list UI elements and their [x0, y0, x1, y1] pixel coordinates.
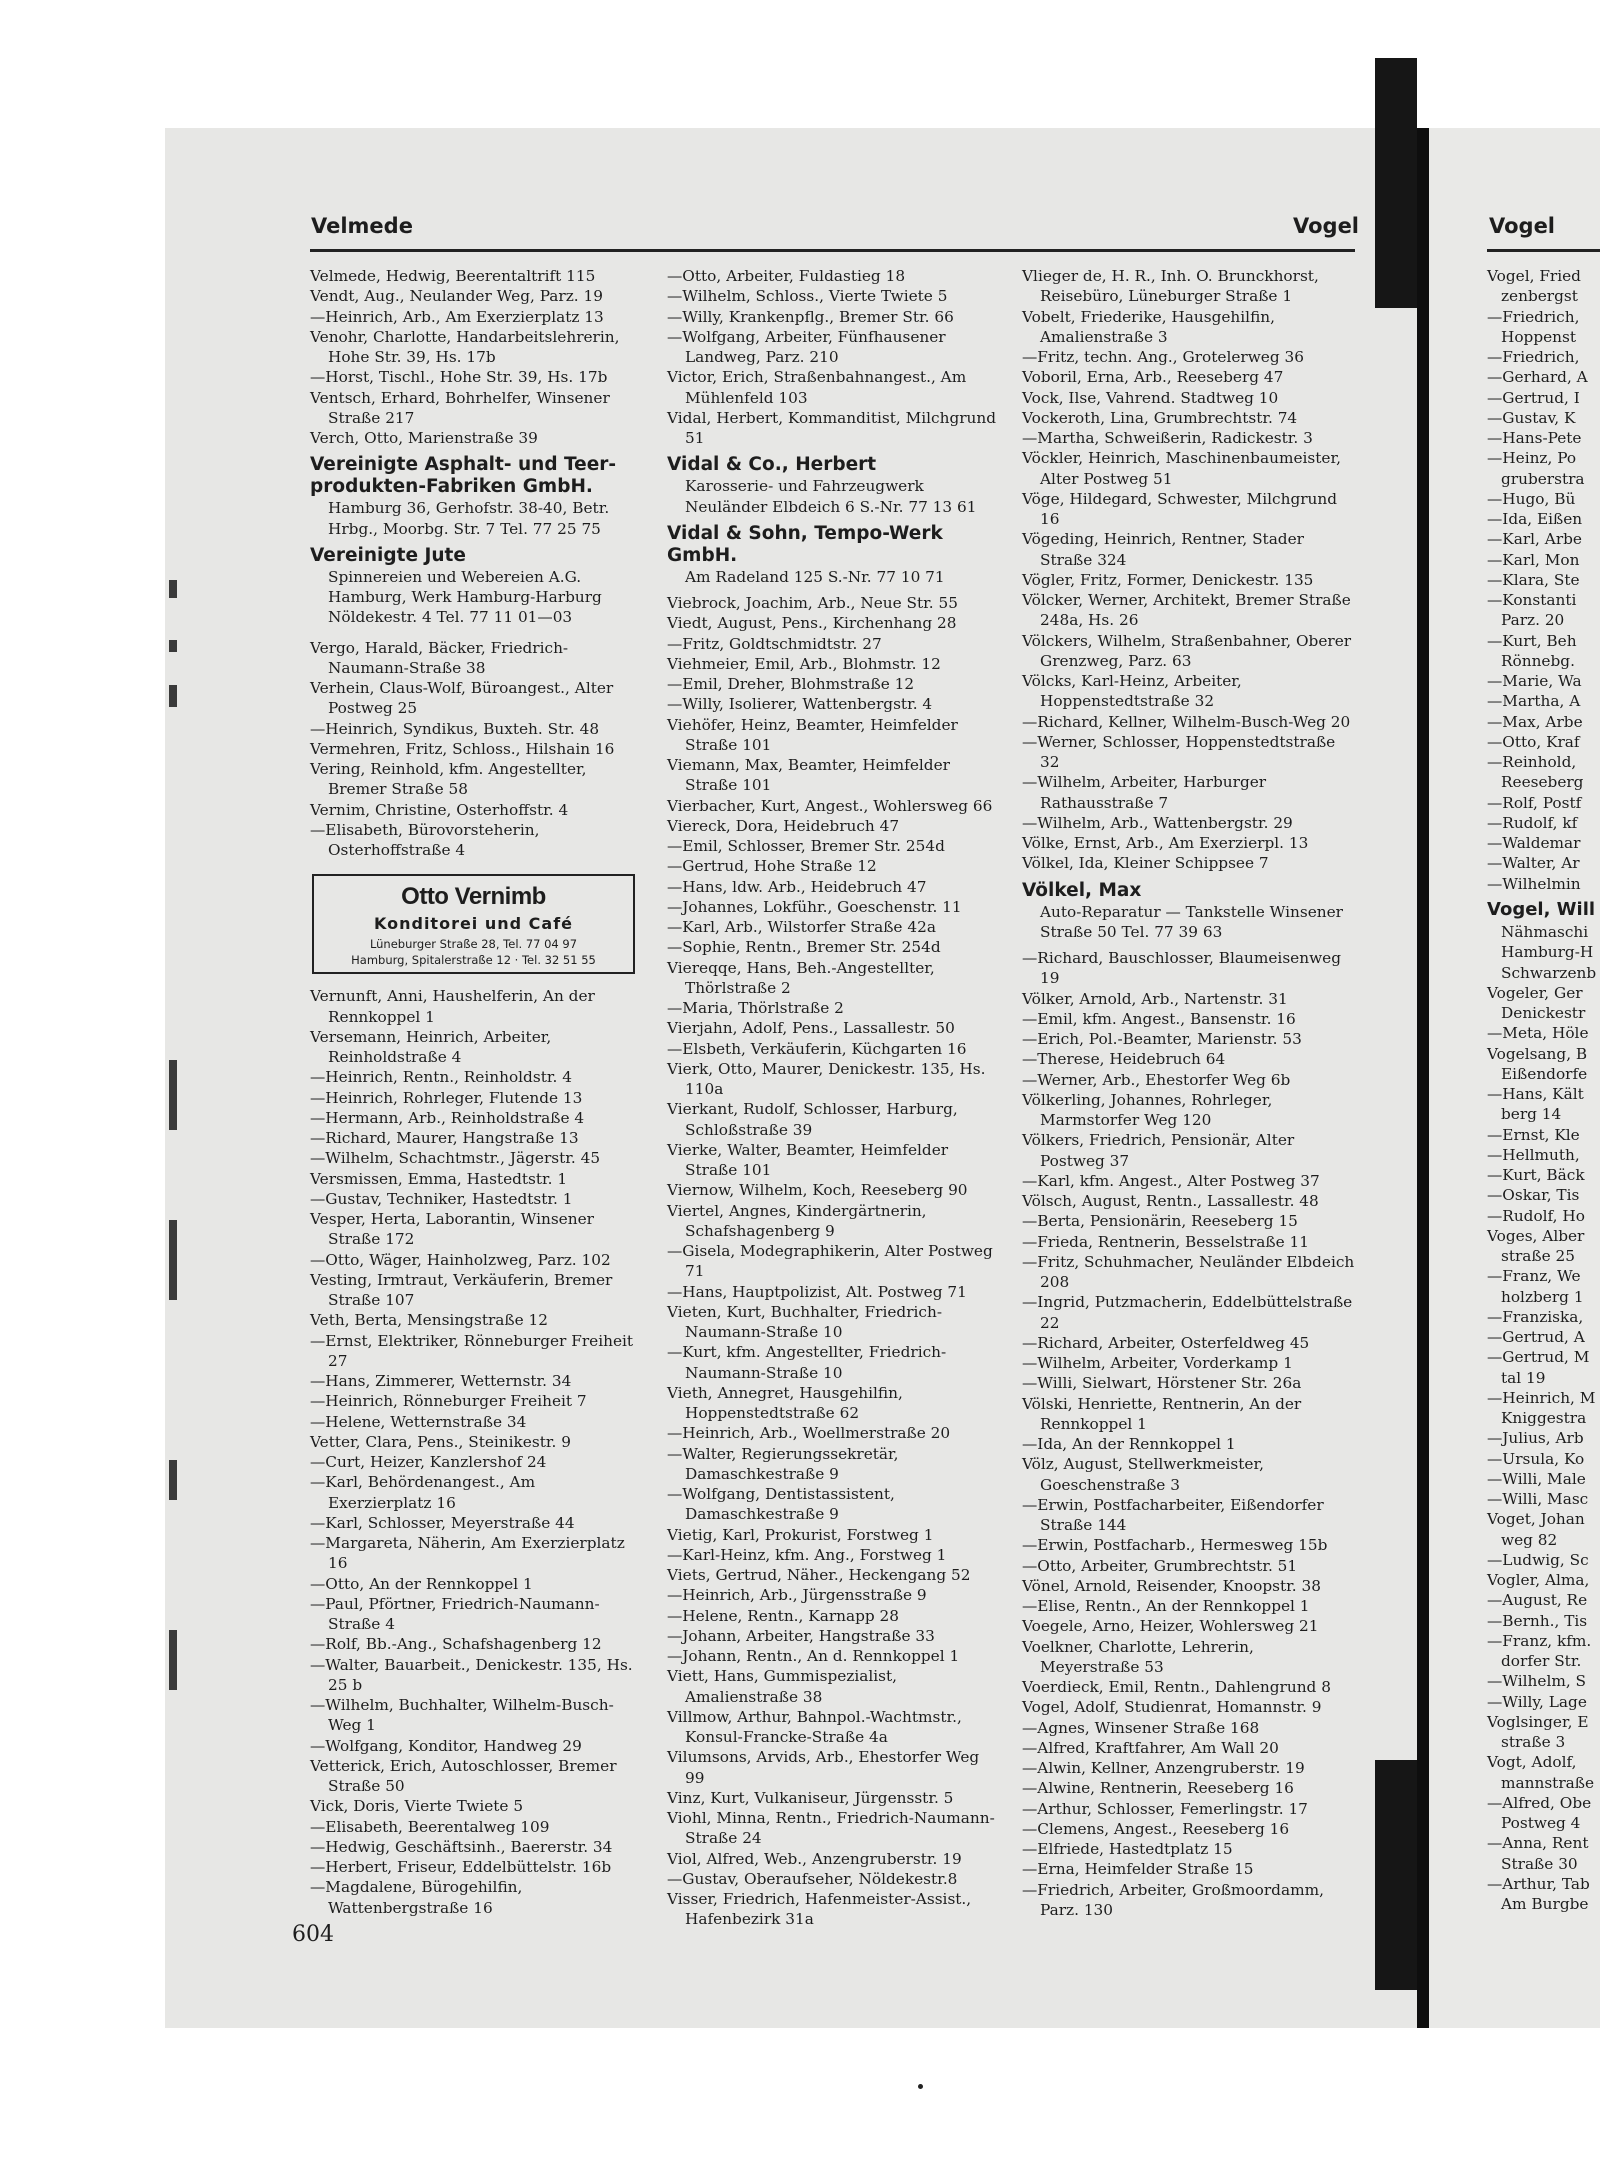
next-page-line: Vogeler, Ger: [1487, 983, 1583, 1002]
directory-entry: Viehöfer, Heinz, Beamter, Heimfelder Straße 101: [667, 715, 958, 754]
next-page-line: Eißendorfe: [1501, 1064, 1588, 1083]
directory-entry: Vernunft, Anni, Haushelferin, An der Rennkoppel 1: [310, 987, 595, 1026]
directory-entry: —Alwin, Kellner, Anzengruberstr. 19: [1022, 1759, 1305, 1777]
directory-entry: Versmissen, Emma, Hastedtstr. 1: [310, 1169, 568, 1188]
directory-entry: Völker, Arnold, Arb., Nartenstr. 31: [1022, 989, 1288, 1008]
directory-entry: Vierjahn, Adolf, Pens., Lassallestr. 50: [667, 1019, 955, 1038]
directory-entry: —Erna, Heimfelder Straße 15: [1022, 1860, 1254, 1879]
directory-entry: —Werner, Arb., Ehestorfer Weg 6b: [1022, 1070, 1291, 1089]
directory-entry: —Willy, Krankenpflg., Bremer Str. 66: [667, 307, 954, 326]
directory-entry: Viol, Alfred, Web., Anzengruberstr. 19: [667, 1849, 962, 1868]
next-page-line: —Franz, kfm.: [1487, 1631, 1592, 1650]
directory-entry: —Elisabeth, Beerentalweg 109: [310, 1817, 550, 1836]
directory-entry: —Gisela, Modegraphikerin, Alter Postweg 71: [667, 1242, 993, 1281]
next-page-line: —Willi, Male: [1487, 1469, 1586, 1488]
running-head-left: Velmede: [311, 214, 413, 238]
next-page-line: —Ursula, Ko: [1487, 1449, 1585, 1468]
directory-entry: Völz, August, Stellwerkmeister, Goeschenstraße 3: [1022, 1455, 1264, 1494]
next-page-line: —Willi, Masc: [1487, 1490, 1589, 1508]
directory-entry: —Hans, Zimmerer, Wetternstr. 34: [310, 1372, 572, 1390]
firm-heading: Vidal & Co., Herbert: [667, 454, 877, 476]
directory-entry: Vetter, Clara, Pens., Steinikestr. 9: [310, 1432, 571, 1451]
next-page-line: Hamburg-H: [1501, 943, 1594, 962]
next-page-line: gruberstra: [1501, 469, 1585, 488]
next-page-line: straße 25: [1501, 1247, 1576, 1265]
directory-entry: —Arthur, Schlosser, Femerlingstr. 17: [1022, 1799, 1308, 1818]
directory-entry: —Heinrich, Syndikus, Buxteh. Str. 48: [310, 719, 600, 738]
next-page-line: —Gertrud, M: [1487, 1348, 1590, 1367]
directory-entry: —Willy, Isolierer, Wattenbergstr. 4: [667, 695, 933, 714]
page-number: 604: [292, 1922, 334, 1947]
next-page-line: Postweg 4: [1501, 1814, 1581, 1832]
directory-entry: —Berta, Pensionärin, Reeseberg 15: [1022, 1212, 1298, 1231]
directory-entry: Vlieger de, H. R., Inh. O. Brunckhorst, Reisebüro, Lüneburger Straße 1: [1022, 267, 1319, 306]
next-page-line: —Martha, A: [1487, 692, 1581, 711]
directory-entry: —Erwin, Postfacharbeiter, Eißendorfer Straße 144: [1022, 1495, 1324, 1534]
directory-entry: —Heinrich, Rentn., Reinholdstr. 4: [310, 1068, 572, 1087]
directory-entry: —Walter, Regierungssekretär, Damaschkestraße 9: [667, 1444, 899, 1483]
directory-entry: Viertel, Angnes, Kindergärtnerin, Schafshagenberg 9: [667, 1201, 927, 1240]
directory-entry: Völckers, Wilhelm, Straßenbahner, Oberer Grenzweg, Parz. 63: [1022, 631, 1352, 670]
next-page-line: —Gustav, K: [1487, 408, 1576, 427]
directory-entry: Vögeding, Heinrich, Rentner, Stader Straße 324: [1022, 530, 1304, 569]
directory-entry: —Hans, ldw. Arb., Heidebruch 47: [667, 877, 927, 896]
directory-entry: Veth, Berta, Mensingstraße 12: [310, 1311, 548, 1330]
directory-entry: —Richard, Bauschlosser, Blaumeisenweg 19: [1022, 949, 1342, 988]
directory-entry: Vergo, Harald, Bäcker, Friedrich-Naumann-Straße 38: [310, 638, 569, 677]
directory-entry: Viernow, Wilhelm, Koch, Reeseberg 90: [667, 1181, 968, 1200]
next-page-line: —Rudolf, kf: [1487, 813, 1578, 832]
next-page-line: Hoppenst: [1501, 327, 1577, 346]
directory-entry: —Helene, Wetternstraße 34: [310, 1412, 527, 1431]
directory-entry: Viedt, August, Pens., Kirchenhang 28: [667, 614, 957, 633]
directory-entry: —Emil, kfm. Angest., Bansenstr. 16: [1022, 1009, 1296, 1028]
next-page-line: —Friedrich,: [1487, 307, 1580, 326]
directory-entry: —Gustav, Techniker, Hastedtstr. 1: [310, 1189, 573, 1208]
directory-entry: Vieten, Kurt, Buchhalter, Friedrich-Naumann-Straße 10: [667, 1302, 943, 1341]
next-page-line: —Heinz, Po: [1487, 449, 1577, 468]
directory-entry: —Erich, Pol.-Beamter, Marienstr. 53: [1022, 1030, 1302, 1048]
directory-entry: —Hermann, Arb., Reinholdstraße 4: [310, 1108, 585, 1127]
next-page-line: —Kurt, Beh: [1487, 631, 1577, 650]
directory-entry: Voerdieck, Emil, Rentn., Dahlengrund 8: [1022, 1678, 1331, 1696]
directory-entry: Völsch, August, Rentn., Lassallestr. 48: [1022, 1192, 1319, 1210]
next-page-line: Voges, Alber: [1487, 1226, 1585, 1245]
directory-entry: —Heinrich, Rönneburger Freiheit 7: [310, 1392, 587, 1411]
column-1-bottom-entries: [310, 986, 635, 1918]
directory-entry: —Margareta, Näherin, Am Exerzierplatz 16: [310, 1534, 625, 1573]
next-page-line: Denickestr: [1501, 1004, 1586, 1022]
directory-entry: Völkers, Friedrich, Pensionär, Alter Postweg 37: [1022, 1131, 1295, 1170]
next-page-line: Voglsinger, E: [1487, 1712, 1589, 1731]
directory-entry: Vockeroth, Lina, Grumbrechtstr. 74: [1022, 408, 1298, 427]
next-page-line: —August, Re: [1487, 1591, 1588, 1610]
directory-entry: —Richard, Kellner, Wilhelm-Busch-Weg 20: [1022, 712, 1351, 731]
directory-entry: Vöge, Hildegard, Schwester, Milchgrund 16: [1022, 489, 1338, 528]
next-page-line: —Heinrich, M: [1487, 1388, 1596, 1407]
next-page-line: —Karl, Arbe: [1487, 530, 1582, 549]
next-page-line: Kniggestra: [1501, 1409, 1587, 1427]
directory-entry: Verhein, Claus-Wolf, Büroangest., Alter Postweg 25: [310, 679, 614, 718]
directory-entry: —Otto, Arbeiter, Fuldastieg 18: [667, 267, 906, 285]
directory-entry: —Richard, Maurer, Hangstraße 13: [310, 1129, 579, 1147]
next-page-line: —Julius, Arb: [1487, 1429, 1584, 1448]
directory-entry: —Elfriede, Hastedtplatz 15: [1022, 1840, 1233, 1858]
directory-entry: Vendt, Aug., Neulander Weg, Parz. 19: [310, 287, 603, 306]
next-page-line: —Kurt, Bäck: [1487, 1166, 1585, 1184]
directory-entry: Vermehren, Fritz, Schloss., Hilshain 16: [310, 739, 615, 758]
directory-entry: Völcker, Werner, Architekt, Bremer Straße 248a, Hs. 26: [1022, 591, 1351, 630]
left-margin-bleed: [165, 580, 189, 1900]
next-page-line: straße 3: [1501, 1733, 1566, 1751]
next-page-line: —Hellmuth,: [1487, 1145, 1580, 1164]
directory-entry: Voegele, Arno, Heizer, Wohlersweg 21: [1022, 1617, 1319, 1636]
directory-entry: Spinnereien und Webereien A.G. Hamburg, Werk Hamburg-Harburg Nöldekestr. 4 Tel. 77 11 01—03: [328, 567, 602, 627]
directory-entry: Voboril, Erna, Arb., Reeseberg 47: [1022, 368, 1284, 387]
next-page-line: zenbergst: [1501, 287, 1578, 306]
directory-entry: —Elise, Rentn., An der Rennkoppel 1: [1022, 1597, 1310, 1615]
firm-heading: Vereinigte Jute: [310, 544, 466, 566]
directory-entry: Völkel, Ida, Kleiner Schippsee 7: [1022, 854, 1269, 873]
next-page-line: —Max, Arbe: [1487, 712, 1583, 731]
directory-entry: —Werner, Schlosser, Hoppenstedtstraße 32: [1022, 732, 1336, 771]
next-page-line: —Hans-Pete: [1487, 429, 1582, 447]
directory-entry: —Clemens, Angest., Reeseberg 16: [1022, 1819, 1290, 1838]
directory-entry: —Johann, Rentn., An d. Rennkoppel 1: [667, 1647, 960, 1665]
next-page-line: —Rolf, Postf: [1487, 793, 1582, 812]
directory-entry: —Gertrud, Hohe Straße 12: [667, 857, 877, 876]
scan-edge-bar-bottom: [1375, 1760, 1417, 1990]
directory-entry: Vidal, Herbert, Kommanditist, Milchgrund 51: [667, 408, 997, 447]
next-page-line: —Reinhold,: [1487, 753, 1577, 771]
directory-entry: —Hedwig, Geschäftsinh., Baererstr. 34: [310, 1837, 613, 1856]
next-page-line: Nähmaschi: [1501, 923, 1589, 941]
directory-entry: —Karl-Heinz, kfm. Ang., Forstweg 1: [667, 1545, 947, 1564]
next-page-line: Parz. 20: [1501, 611, 1565, 630]
directory-entry: Viets, Gertrud, Näher., Heckengang 52: [667, 1566, 971, 1584]
directory-entry: —Heinrich, Arb., Am Exerzierplatz 13: [310, 307, 604, 326]
directory-entry: Völski, Henriette, Rentnerin, An der Rennkoppel 1: [1022, 1394, 1302, 1433]
directory-entry: —Rolf, Bb.-Ang., Schafshagenberg 12: [310, 1635, 602, 1654]
firm-heading: Völkel, Max: [1022, 879, 1142, 901]
scan-edge-bar-top: [1375, 58, 1417, 308]
next-page-line: —Franziska,: [1487, 1307, 1584, 1326]
directory-entry: Vetterick, Erich, Autoschlosser, Bremer Straße 50: [310, 1756, 617, 1795]
directory-entry: Viett, Hans, Gummispezialist, Amalienstraße 38: [667, 1667, 898, 1706]
column-1-top-entries: [310, 266, 635, 860]
next-page-line: holzberg 1: [1501, 1287, 1584, 1306]
directory-entry: —Johannes, Lokführ., Goeschenstr. 11: [667, 897, 962, 916]
next-page-line: —Marie, Wa: [1487, 672, 1582, 690]
directory-entry: —Karl, Arb., Wilstorfer Straße 42a: [667, 918, 936, 936]
next-page-line: —Friedrich,: [1487, 348, 1580, 366]
next-page-line: mannstraße: [1501, 1773, 1595, 1792]
directory-entry: Victor, Erich, Straßenbahnangest., Am Mühlenfeld 103: [667, 368, 967, 407]
directory-entry: —Magdalene, Bürogehilfin, Wattenbergstraße 16: [310, 1878, 523, 1917]
next-page-line: —Oskar, Tis: [1487, 1186, 1580, 1205]
next-page-line: —Waldemar: [1487, 834, 1581, 852]
next-page-line: tal 19: [1501, 1368, 1546, 1387]
directory-entry: —Alfred, Kraftfahrer, Am Wall 20: [1022, 1738, 1279, 1757]
directory-entry: Viereqqe, Hans, Beh.-Angestellter, Thörlstraße 2: [667, 958, 935, 997]
ad-address-1: Lüneburger Straße 28, Tel. 77 04 97: [369, 937, 578, 952]
directory-entry: Vietig, Karl, Prokurist, Forstweg 1: [667, 1525, 934, 1544]
directory-entry: —Wilhelm, Buchhalter, Wilhelm-Busch-Weg 1: [310, 1696, 614, 1735]
next-page-fragment: [1429, 128, 1600, 2028]
next-page-line: —Konstanti: [1487, 591, 1577, 609]
next-page-line: —Rudolf, Ho: [1487, 1206, 1585, 1225]
next-page-line: —Alfred, Obe: [1487, 1793, 1592, 1812]
directory-entry: —Karl, Schlosser, Meyerstraße 44: [310, 1513, 575, 1532]
directory-entry: Am Radeland 125 S.-Nr. 77 10 71: [685, 567, 945, 586]
directory-entry: Vierkant, Rudolf, Schlosser, Harburg, Schloßstraße 39: [667, 1100, 958, 1139]
next-page-line: —Gerhard, A: [1487, 368, 1588, 387]
directory-entry: Völkerling, Johannes, Rohrleger, Marmstorfer Weg 120: [1022, 1090, 1273, 1129]
next-page-line: Schwarzenb: [1501, 963, 1597, 982]
directory-entry: Vesting, Irmtraut, Verkäuferin, Bremer Straße 107: [310, 1270, 613, 1309]
next-page-line: Am Burgbe: [1501, 1895, 1589, 1913]
directory-entry: —Curt, Heizer, Kanzlershof 24: [310, 1453, 547, 1471]
directory-entry: —Martha, Schweißerin, Radickestr. 3: [1022, 429, 1313, 447]
column-2: [667, 266, 997, 1930]
next-page-line: —Gertrud, I: [1487, 388, 1580, 407]
directory-entry: —Fritz, Schuhmacher, Neuländer Elbdeich 208: [1022, 1252, 1355, 1291]
directory-entry: —Wilhelm, Arb., Wattenbergstr. 29: [1022, 813, 1293, 832]
directory-entry: Vönel, Arnold, Reisender, Knoopstr. 38: [1022, 1576, 1321, 1595]
directory-entry: —Agnes, Winsener Straße 168: [1022, 1718, 1260, 1737]
next-page-line: —Otto, Kraf: [1487, 732, 1580, 751]
directory-entry: —Otto, An der Rennkoppel 1: [310, 1574, 533, 1593]
directory-entry: —Richard, Arbeiter, Osterfeldweg 45: [1022, 1333, 1310, 1352]
directory-entry: Auto-Reparatur — Tankstelle Winsener Straße 50 Tel. 77 39 63: [1040, 902, 1343, 941]
directory-entry: Völke, Ernst, Arb., Am Exerzierpl. 13: [1022, 834, 1309, 852]
directory-entry: —Willi, Sielwart, Hörstener Str. 26a: [1022, 1374, 1302, 1393]
next-page-rule: [1487, 249, 1600, 252]
directory-entry: Vering, Reinhold, kfm. Angestellter, Bremer Straße 58: [310, 760, 587, 799]
directory-entry: —Sophie, Rentn., Bremer Str. 254d: [667, 938, 941, 957]
next-page-column: [1487, 266, 1600, 1914]
next-page-line: —Bernh., Tis: [1487, 1611, 1588, 1630]
directory-entry: —Ingrid, Putzmacherin, Eddelbüttelstraße 22: [1022, 1293, 1353, 1332]
column-1: [310, 266, 635, 1918]
next-page-line: —Willy, Lage: [1487, 1692, 1587, 1711]
directory-entry: Vernim, Christine, Osterhoffstr. 4: [310, 800, 569, 819]
next-page-line: Reeseberg: [1501, 773, 1584, 792]
book-gutter: [1417, 128, 1429, 2028]
next-page-line: —Wilhelm, S: [1487, 1672, 1587, 1691]
next-page-line: Vogel, Fried: [1487, 267, 1581, 285]
next-page-line: —Walter, Ar: [1487, 854, 1580, 873]
directory-entry: Vierk, Otto, Maurer, Denickestr. 135, Hs. 110a: [667, 1059, 986, 1098]
ad-title: Otto Vernimb: [401, 883, 546, 911]
directory-entry: Vierke, Walter, Beamter, Heimfelder Straße 101: [667, 1140, 949, 1179]
directory-entry: Völcks, Karl-Heinz, Arbeiter, Hoppenstedtstraße 32: [1022, 672, 1242, 711]
column-3: [1022, 266, 1357, 1920]
directory-entry: Vobelt, Friederike, Hausgehilfin, Amalienstraße 3: [1022, 307, 1275, 346]
directory-entry: —Otto, Wäger, Hainholzweg, Parz. 102: [310, 1250, 611, 1269]
next-page-line: Vogler, Alma,: [1487, 1571, 1590, 1589]
directory-entry: —Johann, Arbeiter, Hangstraße 33: [667, 1626, 935, 1645]
directory-entry: Vögler, Fritz, Former, Denickestr. 135: [1022, 570, 1314, 589]
directory-entry: Vick, Doris, Vierte Twiete 5: [310, 1797, 524, 1816]
next-page-line: —Karl, Mon: [1487, 550, 1580, 569]
directory-entry: —Ernst, Elektriker, Rönneburger Freiheit 27: [310, 1331, 634, 1370]
next-page-line: —Arthur, Tab: [1487, 1874, 1590, 1893]
directory-entry: —Wilhelm, Schloss., Vierte Twiete 5: [667, 287, 948, 306]
directory-entry: —Wilhelm, Arbeiter, Harburger Rathausstraße 7: [1022, 773, 1267, 812]
header-rule: [310, 249, 1355, 252]
directory-entry: —Therese, Heidebruch 64: [1022, 1050, 1226, 1069]
next-page-line: —Meta, Höle: [1487, 1024, 1589, 1043]
next-page-line: Vogelsang, B: [1487, 1044, 1588, 1063]
running-head-right: Vogel: [1293, 214, 1360, 238]
directory-entry: —Kurt, kfm. Angestellter, Friedrich-Naumann-Straße 10: [667, 1343, 947, 1382]
directory-entry: Vesper, Herta, Laborantin, Winsener Straße 172: [310, 1210, 594, 1249]
directory-entry: Viebrock, Joachim, Arb., Neue Str. 55: [667, 594, 958, 612]
directory-entry: Viehmeier, Emil, Arb., Blohmstr. 12: [667, 654, 941, 673]
next-page-line: Straße 30: [1501, 1854, 1578, 1873]
directory-entry: —Elisabeth, Bürovorsteherin, Osterhoffstraße 4: [310, 820, 540, 859]
next-page-line: Vogt, Adolf,: [1487, 1753, 1577, 1772]
next-page-line: —Ida, Eißen: [1487, 510, 1583, 528]
ad-address-2: Hamburg, Spitalerstraße 12 · Tel. 32 51 55: [351, 953, 596, 968]
directory-entry: —Wolfgang, Konditor, Handweg 29: [310, 1736, 582, 1755]
directory-entry: Karosserie- und Fahrzeugwerk Neuländer Elbdeich 6 S.-Nr. 77 13 61: [685, 477, 977, 516]
next-page-line: —Klara, Ste: [1487, 570, 1580, 589]
next-page-line: dorfer Str.: [1501, 1652, 1582, 1670]
directory-entry: Ventsch, Erhard, Bohrhelfer, Winsener Straße 217: [310, 388, 610, 427]
next-page-line: Voget, Johan: [1487, 1510, 1585, 1529]
directory-entry: —Frieda, Rentnerin, Besselstraße 11: [1022, 1232, 1310, 1251]
next-page-line: berg 14: [1501, 1105, 1562, 1124]
directory-entry: Vierbacher, Kurt, Angest., Wohlersweg 66: [667, 796, 993, 815]
directory-entry: —Emil, Dreher, Blohmstraße 12: [667, 675, 915, 693]
firm-heading: Vereinigte Asphalt- und Teerprodukten-Fabriken GmbH.: [310, 454, 617, 498]
directory-entry: —Alwine, Rentnerin, Reeseberg 16: [1022, 1779, 1294, 1798]
next-page-line: —Hugo, Bü: [1487, 489, 1576, 508]
directory-entry: —Hans, Hauptpolizist, Alt. Postweg 71: [667, 1282, 967, 1301]
directory-entry: —Gustav, Oberaufseher, Nöldekestr.8: [667, 1869, 958, 1888]
next-page-line: —Anna, Rent: [1487, 1834, 1589, 1853]
next-page-head: Vogel: [1489, 214, 1556, 238]
firm-heading: Vidal & Sohn, Tempo-Werk GmbH.: [667, 522, 943, 566]
directory-entry: —Horst, Tischl., Hohe Str. 39, Hs. 17b: [310, 368, 608, 387]
directory-entry: —Fritz, techn. Ang., Grotelerweg 36: [1022, 348, 1304, 366]
directory-entry: —Paul, Pförtner, Friedrich-Naumann-Straße 4: [310, 1594, 600, 1633]
directory-entry: Vöckler, Heinrich, Maschinenbaumeister, Alter Postweg 51: [1022, 449, 1341, 488]
directory-entry: —Otto, Arbeiter, Grumbrechtstr. 51: [1022, 1556, 1298, 1575]
next-page-line: —Ernst, Kle: [1487, 1125, 1580, 1144]
next-page-line: Vogel, Will: [1487, 898, 1596, 920]
scan-speck: [918, 2084, 923, 2089]
directory-entry: —Maria, Thörlstraße 2: [667, 999, 844, 1017]
directory-entry: Vilumsons, Arvids, Arb., Ehestorfer Weg 99: [667, 1748, 980, 1787]
directory-entry: —Erwin, Postfacharb., Hermesweg 15b: [1022, 1536, 1328, 1555]
directory-entry: —Heinrich, Arb., Woellmerstraße 20: [667, 1424, 951, 1443]
directory-entry: —Elsbeth, Verkäuferin, Küchgarten 16: [667, 1039, 967, 1058]
directory-entry: Hamburg 36, Gerhofstr. 38-40, Betr. Hrbg., Moorbg. Str. 7 Tel. 77 25 75: [328, 499, 610, 538]
next-page-line: Rönnebg.: [1501, 651, 1575, 670]
ad-subtitle: Konditorei und Café: [373, 914, 574, 934]
directory-entry: —Wilhelm, Schachtmstr., Jägerstr. 45: [310, 1149, 601, 1168]
directory-entry: —Fritz, Goldtschmidtstr. 27: [667, 634, 882, 653]
directory-entry: —Wolfgang, Arbeiter, Fünfhausener Landweg, Parz. 210: [667, 327, 946, 366]
directory-entry: —Wilhelm, Arbeiter, Vorderkamp 1: [1022, 1354, 1293, 1372]
directory-entry: Venohr, Charlotte, Handarbeitslehrerin, Hohe Str. 39, Hs. 17b: [310, 327, 620, 366]
next-page-line: —Gertrud, A: [1487, 1328, 1585, 1346]
next-page-line: weg 82: [1501, 1530, 1558, 1549]
directory-entry: Viohl, Minna, Rentn., Friedrich-Naumann-Straße 24: [667, 1809, 995, 1848]
directory-entry: Viemann, Max, Beamter, Heimfelder Straße 101: [667, 756, 950, 795]
directory-entry: Villmow, Arthur, Bahnpol.-Wachtmstr., Konsul-Francke-Straße 4a: [667, 1707, 962, 1746]
next-page-line: —Wilhelmin: [1487, 874, 1581, 893]
directory-entry: —Karl, Behördenangest., Am Exerzierplatz 16: [310, 1473, 536, 1512]
directory-entry: —Walter, Bauarbeit., Denickestr. 135, Hs. 25 b: [310, 1655, 633, 1694]
directory-entry: —Herbert, Friseur, Eddelbüttelstr. 16b: [310, 1858, 612, 1876]
directory-entry: —Ida, An der Rennkoppel 1: [1022, 1435, 1236, 1453]
directory-entry: Velmede, Hedwig, Beerentaltrift 115: [310, 267, 596, 285]
directory-entry: Vogel, Adolf, Studienrat, Homannstr. 9: [1022, 1698, 1322, 1717]
directory-entry: —Karl, kfm. Angest., Alter Postweg 37: [1022, 1171, 1320, 1190]
directory-entry: Vock, Ilse, Vahrend. Stadtweg 10: [1022, 388, 1279, 407]
directory-entry: —Heinrich, Rohrleger, Flutende 13: [310, 1088, 583, 1107]
directory-entry: —Emil, Schlosser, Bremer Str. 254d: [667, 837, 945, 855]
directory-entry: —Helene, Rentn., Karnapp 28: [667, 1606, 900, 1625]
directory-entry: Viereck, Dora, Heidebruch 47: [667, 816, 900, 835]
next-page-line: —Franz, We: [1487, 1267, 1581, 1286]
directory-entry: Versemann, Heinrich, Arbeiter, Reinholdstraße 4: [310, 1027, 552, 1066]
directory-entry: Visser, Friedrich, Hafenmeister-Assist., Hafenbezirk 31a: [667, 1890, 972, 1929]
spacer: [310, 628, 635, 638]
next-page-line: —Ludwig, Sc: [1487, 1550, 1589, 1569]
directory-entry: Vinz, Kurt, Vulkaniseur, Jürgensstr. 5: [667, 1788, 954, 1807]
directory-entry: —Friedrich, Arbeiter, Großmoordamm, Parz. 130: [1022, 1880, 1324, 1919]
directory-entry: Voelkner, Charlotte, Lehrerin, Meyerstraße 53: [1022, 1637, 1254, 1676]
directory-entry: —Heinrich, Arb., Jürgensstraße 9: [667, 1586, 927, 1605]
directory-entry: —Wolfgang, Dentistassistent, Damaschkestraße 9: [667, 1485, 895, 1524]
advertisement-box: [312, 874, 635, 974]
directory-entry: Verch, Otto, Marienstraße 39: [310, 429, 538, 447]
next-page-line: —Hans, Kält: [1487, 1085, 1584, 1103]
directory-entry: Vieth, Annegret, Hausgehilfin, Hoppenstedtstraße 62: [667, 1383, 903, 1422]
